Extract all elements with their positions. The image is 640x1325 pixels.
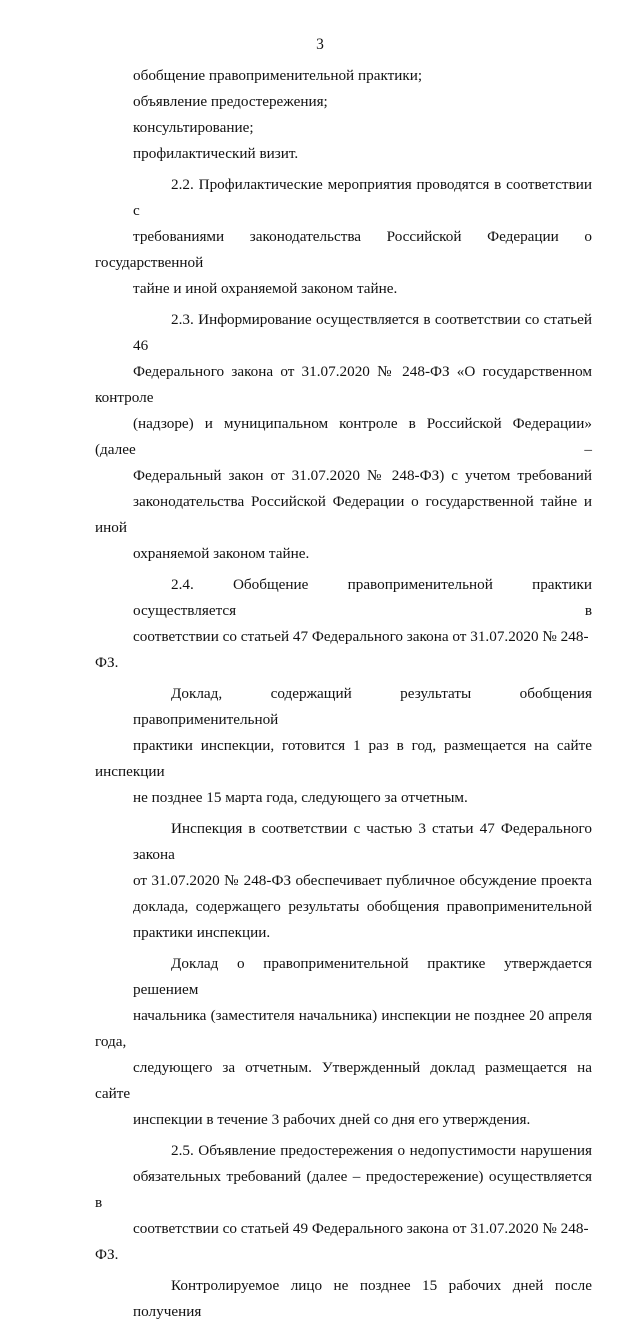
text-line: Федерального закона от 31.07.2020 № 248-ФЗ «О государственном контроле <box>95 363 592 406</box>
paragraph-2-4 <box>95 572 592 676</box>
text-line: от 31.07.2020 № 248-ФЗ обеспечивает публичное обсуждение проекта <box>133 872 592 889</box>
text-line: соответствии со статьей 47 Федерального закона от 31.07.2020 № 248-ФЗ. <box>95 628 589 671</box>
text-line: Контролируемое лицо не позднее 15 рабочих дней после получения <box>133 1277 592 1320</box>
list-item: обобщение правоприменительной практики; <box>133 67 423 84</box>
page-number: 3 <box>316 36 324 53</box>
list-item: профилактический визит. <box>133 145 299 162</box>
list-item: консультирование; <box>133 119 254 136</box>
text-line: обязательных требований (далее – предостережение) осуществляется в <box>95 1168 592 1211</box>
text-line: доклада, содержащего результаты обобщения правоприменительной <box>133 898 592 915</box>
text-line: законодательства Российской Федерации о государственной тайне и иной <box>95 493 592 536</box>
list-block <box>95 63 592 167</box>
text-line: инспекции в течение 3 рабочих дней со дня его утверждения. <box>133 1111 531 1128</box>
text-line: начальника (заместителя начальника) инспекции не позднее 20 апреля года, <box>95 1007 592 1050</box>
document-body <box>95 63 592 1325</box>
list-item: объявление предостережения; <box>133 93 328 110</box>
text-line: следующего за отчетным. Утвержденный доклад размещается на сайте <box>95 1059 592 1102</box>
text-line: практики инспекции. <box>133 924 271 941</box>
text-line: требованиями законодательства Российской Федерации о государственной <box>95 228 592 271</box>
text-line: Доклад о правоприменительной практике утверждается решением <box>133 955 592 998</box>
paragraph-discussion <box>95 816 592 946</box>
text-line: Доклад, содержащий результаты обобщения правоприменительной <box>133 685 592 728</box>
text-line: 2.5. Объявление предостережения о недопустимости нарушения <box>171 1142 592 1159</box>
text-line: охраняемой законом тайне. <box>133 545 310 562</box>
text-line: не позднее 15 марта года, следующего за отчетным. <box>133 789 468 806</box>
text-line: Инспекция в соответствии с частью 3 статьи 47 Федерального закона <box>133 820 592 863</box>
text-line: 2.4. Обобщение правоприменительной практики осуществляется в <box>133 576 592 619</box>
text-line: 2.2. Профилактические мероприятия проводятся в соответствии с <box>133 176 592 219</box>
text-line: практики инспекции, готовится 1 раз в год, размещается на сайте инспекции <box>95 737 592 780</box>
paragraph-2-2 <box>95 172 592 302</box>
text-line: 2.3. Информирование осуществляется в соответствии со статьей 46 <box>133 311 592 354</box>
paragraph-report <box>95 681 592 811</box>
text-line: (надзоре) и муниципальном контроле в Российской Федерации» (далее – <box>95 415 592 458</box>
paragraph-approval <box>95 951 592 1133</box>
text-line: тайне и иной охраняемой законом тайне. <box>133 280 398 297</box>
paragraph-controlled-person <box>95 1273 592 1325</box>
text-line: соответствии со статьей 49 Федерального закона от 31.07.2020 № 248-ФЗ. <box>95 1220 589 1263</box>
text-line: Федеральный закон от 31.07.2020 № 248-ФЗ) с учетом требований <box>133 467 592 484</box>
paragraph-2-5 <box>95 1138 592 1268</box>
paragraph-2-3 <box>95 307 592 567</box>
